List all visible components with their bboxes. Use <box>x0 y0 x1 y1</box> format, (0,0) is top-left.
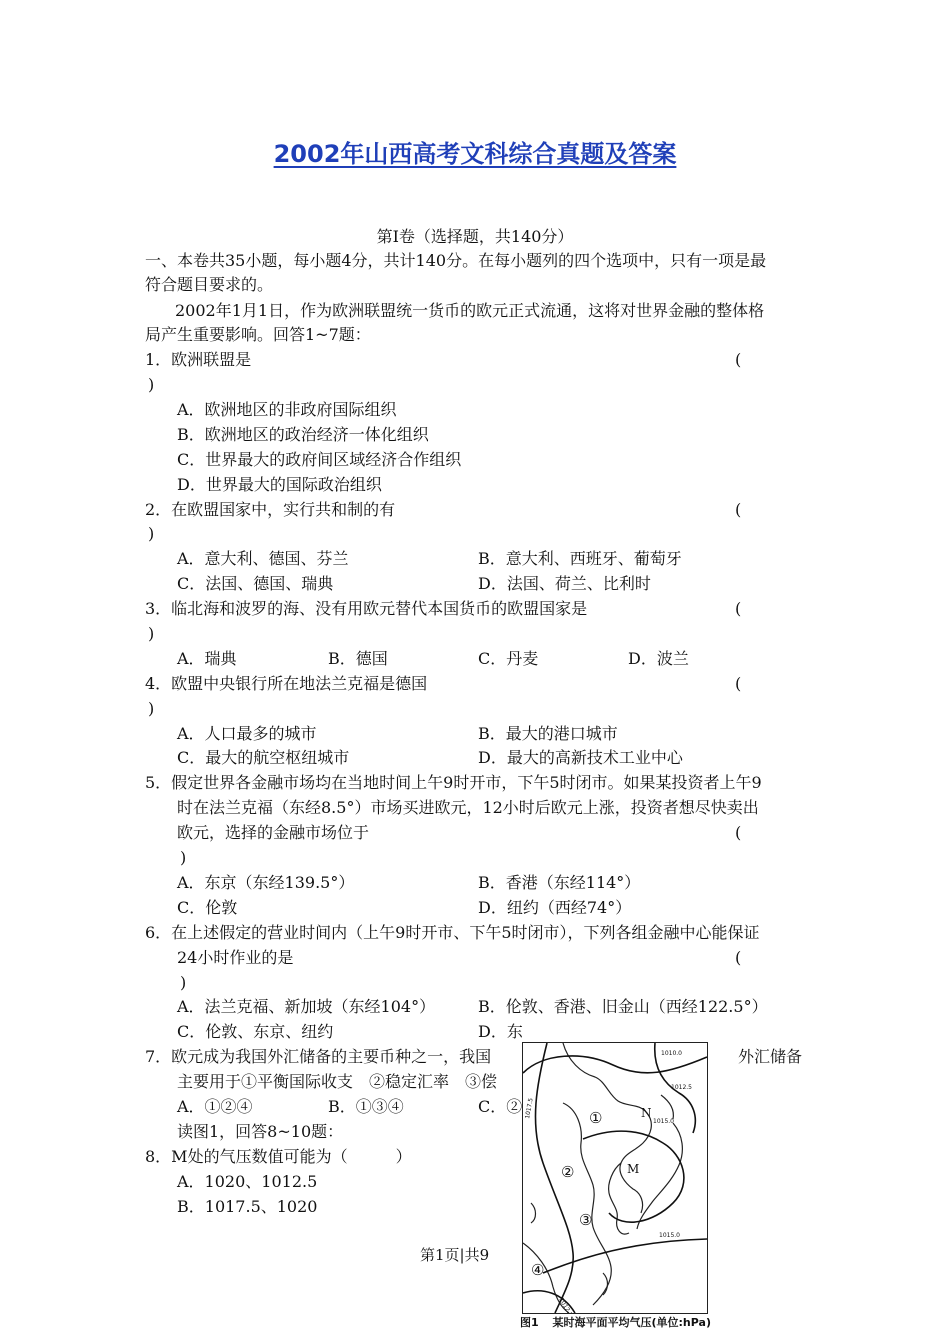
answer-paren-open: ( <box>735 674 742 693</box>
q4-option-a: A．人口最多的城市 <box>177 724 317 743</box>
answer-paren-close: ) <box>180 848 187 867</box>
q8-option-a: A．1020、1012.5 <box>177 1172 318 1191</box>
isobar-line-1 <box>523 1056 707 1073</box>
isobar-label-6: 1012.5 <box>557 1296 574 1313</box>
q2-option-d: D．法国、荷兰、比利时 <box>478 574 651 593</box>
map-caption-text: 某时海平面平均气压(单位:hPa) <box>552 1316 711 1329</box>
q1-option-d: D．世界最大的国际政治组织 <box>177 475 382 494</box>
answer-paren-open: ( <box>735 500 742 519</box>
q5-option-d: D．纽约（西经74°） <box>478 898 632 917</box>
isobar-line-4 <box>583 1131 684 1222</box>
q3-option-a: A．瑞典 <box>177 649 237 668</box>
q2-option-a: A．意大利、德国、芬兰 <box>177 549 349 568</box>
question-7-stem-2: 主要用于①平衡国际收支 ②稳定汇率 ③偿 <box>177 1072 498 1091</box>
map-label-n: N <box>641 1106 652 1120</box>
q4-option-d: D．最大的高新技术工业中心 <box>478 748 683 767</box>
q5-option-a: A．东京（东经139.5°） <box>177 873 355 892</box>
map-marker-1: ① <box>589 1109 603 1127</box>
coastline-korea <box>609 1163 629 1234</box>
instructions-line-2: 符合题目要求的。 <box>145 275 274 294</box>
map-label-m: M <box>627 1162 640 1176</box>
question-5-stem-3: 欧元，选择的金融市场位于 <box>177 823 370 842</box>
question-8-stem: 8．M处的气压数值可能为（ ） <box>145 1147 412 1166</box>
q1-option-c: C．世界最大的政府间区域经济合作组织 <box>177 450 462 469</box>
instructions-line-1: 一、本卷共35小题，每小题4分，共计140分。在每小题列的四个选项中，只有一项是最 <box>145 251 767 270</box>
q6-option-c: C．伦敦、东京、纽约 <box>177 1022 334 1041</box>
q1-option-b: B．欧洲地区的政治经济一体化组织 <box>177 425 429 444</box>
q4-option-b: B．最大的港口城市 <box>478 724 618 743</box>
answer-paren-close: ) <box>148 624 155 643</box>
q3-option-b: B．德国 <box>328 649 388 668</box>
q7-option-b: B．①③④ <box>328 1097 404 1116</box>
isobar-label-5: 1015.0 <box>659 1232 680 1239</box>
answer-paren-open: ( <box>735 948 742 967</box>
q7-option-a: A．①②④ <box>177 1097 253 1116</box>
q5-option-c: C．伦敦 <box>177 898 238 917</box>
q2-option-c: C．法国、德国、瑞典 <box>177 574 334 593</box>
isobar-label-2: 1012.5 <box>671 1084 692 1091</box>
read-map-instruction: 读图1，回答8~10题： <box>177 1122 344 1141</box>
q1-option-a: A．欧洲地区的非政府国际组织 <box>177 400 397 419</box>
map-caption <box>520 1314 721 1330</box>
question-2-stem: 2．在欧盟国家中，实行共和制的有 <box>145 500 396 519</box>
q3-option-d: D．波兰 <box>628 649 689 668</box>
isobar-line-5 <box>543 1239 707 1273</box>
map-caption-number: 图1 <box>520 1316 539 1329</box>
question-7-stem-left: 7．欧元成为我国外汇储备的主要币种之一，我国 <box>145 1047 492 1066</box>
intro-line-1: 2002年1月1日，作为欧洲联盟统一货币的欧元正式流通，这将对世界金融的整体格 <box>175 301 765 320</box>
q8-option-b: B．1017.5、1020 <box>177 1197 318 1216</box>
question-5-stem-2: 时在法兰克福（东经8.5°）市场买进欧元，12小时后欧元上涨，投资者想尽快卖出 <box>177 798 759 817</box>
question-5-stem-1: 5．假定世界各金融市场均在当地时间上午9时开市，下午5时闭市。如果某投资者上午9 <box>145 773 762 792</box>
intro-line-2: 局产生重要影响。回答1~7题： <box>145 325 371 344</box>
map-marker-2: ② <box>561 1163 575 1181</box>
section-heading: 第Ⅰ卷（选择题，共140分） <box>376 227 574 246</box>
pressure-map-svg <box>523 1043 707 1313</box>
answer-paren-close: ) <box>180 973 187 992</box>
q6-option-b: B．伦敦、香港、旧金山（西经122.5°） <box>478 997 768 1016</box>
q2-option-b: B．意大利、西班牙、葡萄牙 <box>478 549 682 568</box>
coastline-north <box>563 1043 651 1213</box>
question-1-stem: 1．欧洲联盟是 <box>145 350 252 369</box>
isobar-label-1: 1010.0 <box>661 1050 682 1057</box>
document-title[interactable]: 2002年山西高考文科综合真题及答案 <box>273 140 677 168</box>
answer-paren-open: ( <box>735 823 742 842</box>
q6-option-a: A．法兰克福、新加坡（东经104°） <box>177 997 436 1016</box>
pressure-map-figure <box>522 1042 708 1314</box>
answer-paren-close: ) <box>148 524 155 543</box>
map-marker-3: ③ <box>579 1211 593 1229</box>
coastline-island <box>531 1203 536 1223</box>
q6-option-d: D．东 <box>478 1022 523 1041</box>
q7-option-c: C．② <box>478 1097 523 1116</box>
question-6-stem-1: 6．在上述假定的营业时间内（上午9时开市、下午5时闭市），下列各组金融中心能保证 <box>145 923 760 942</box>
isobar-label-4: 1017.5 <box>524 1097 535 1120</box>
answer-paren-close: ) <box>148 375 155 394</box>
q3-option-c: C．丹麦 <box>478 649 539 668</box>
map-marker-4: ④ <box>531 1261 545 1279</box>
q4-option-c: C．最大的航空枢纽城市 <box>177 748 350 767</box>
question-6-stem-2: 24小时作业的是 <box>177 948 294 967</box>
isobar-label-3: 1015.0 <box>653 1118 674 1125</box>
q5-option-b: B．香港（东经114°） <box>478 873 641 892</box>
question-4-stem: 4．欧盟中央银行所在地法兰克福是德国 <box>145 674 428 693</box>
question-7-stem-right: 外汇储备 <box>738 1047 803 1066</box>
answer-paren-open: ( <box>735 350 742 369</box>
question-3-stem: 3．临北海和波罗的海、没有用欧元替代本国货币的欧盟国家是 <box>145 599 588 618</box>
answer-paren-close: ) <box>148 699 155 718</box>
page-footer: 第1页|共9 <box>420 1246 490 1264</box>
coastline-japan-north <box>661 1095 673 1119</box>
answer-paren-open: ( <box>735 599 742 618</box>
